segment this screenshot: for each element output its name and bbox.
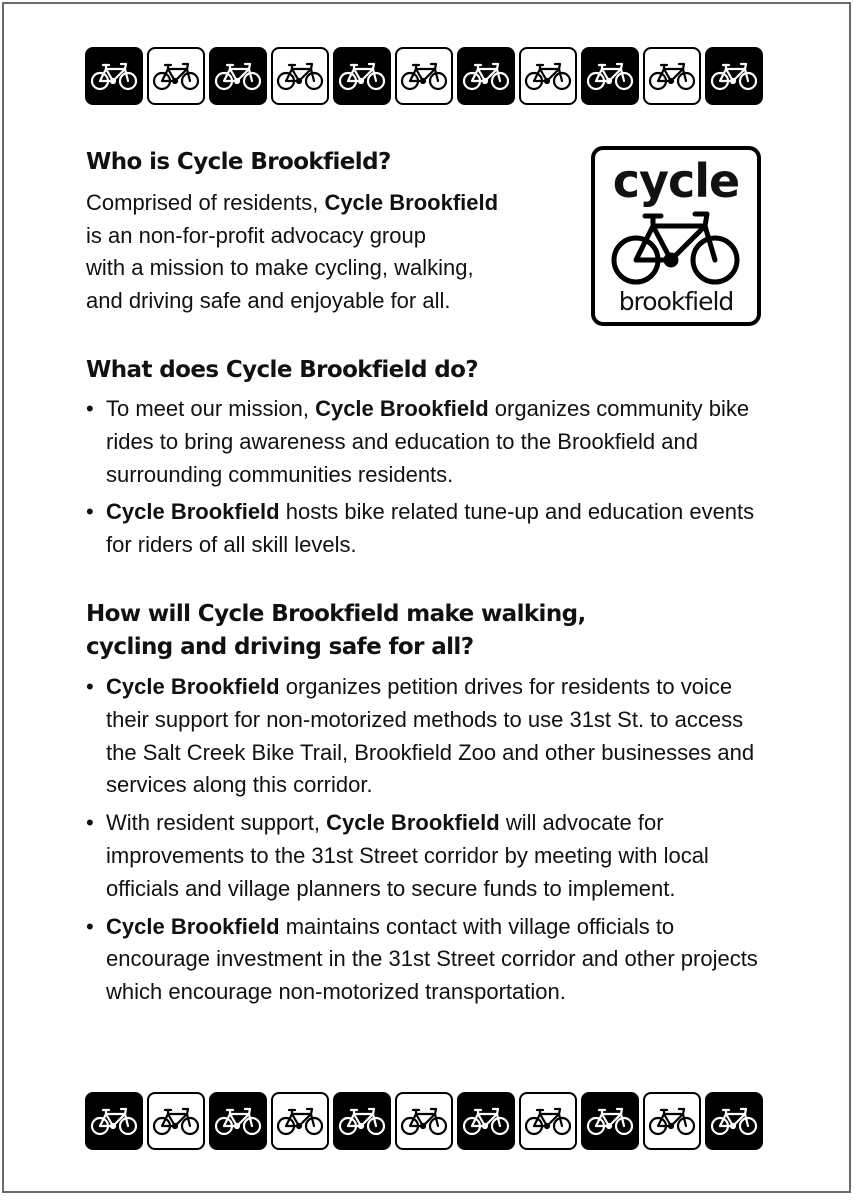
bicycle-icon <box>462 1106 510 1136</box>
bicycle-icon <box>710 1106 758 1136</box>
bullet-dot-icon: • <box>86 674 94 699</box>
paragraph-line <box>86 252 498 285</box>
bicycle-tile-light <box>147 1092 205 1150</box>
bicycle-icon <box>609 208 743 286</box>
body-text: organizes petition drives for residents to voice their support for non-motorized methods to use 31st St. to access the Salt Creek Bike Trail, Brookfield Zoo and other businesses and services along this corridor. <box>106 674 755 798</box>
bicycle-icon <box>462 61 510 91</box>
bicycle-tile-light <box>519 47 577 105</box>
body-text: organizes community bike rides to bring awareness and education to the Brookfield and surrounding communities residents. <box>106 396 750 487</box>
bicycle-tile-light <box>643 1092 701 1150</box>
body-text: To meet our mission, <box>106 396 316 421</box>
bicycle-icon <box>338 1106 386 1136</box>
bicycle-icon <box>586 61 634 91</box>
bicycle-icon <box>152 1106 200 1136</box>
body-text: and driving safe and enjoyable for all. <box>86 287 451 313</box>
bicycle-tile-dark <box>333 1092 391 1150</box>
logo-word-cycle: cycle <box>612 154 740 208</box>
bicycle-tile-dark <box>581 47 639 105</box>
bicycle-icon <box>524 61 572 91</box>
section-heading-how-line2: cycling and driving safe for all? <box>86 634 474 660</box>
bicycle-tile-light <box>395 47 453 105</box>
bicycle-icon <box>276 1106 324 1136</box>
bicycle-icon <box>152 61 200 91</box>
bicycle-icon <box>586 1106 634 1136</box>
bicycle-icon <box>214 61 262 91</box>
bullet-item <box>86 807 776 905</box>
bicycle-tile-light <box>643 47 701 105</box>
bullet-dot-icon: • <box>86 913 94 939</box>
cycle-brookfield-logo <box>591 146 761 326</box>
bicycle-icon <box>214 1106 262 1136</box>
bicycle-tile-dark <box>333 47 391 105</box>
bicycle-icon <box>400 61 448 91</box>
section-heading-how-line1: How will Cycle Brookfield make walking, <box>86 601 586 627</box>
section-who-paragraph <box>86 187 498 317</box>
bullet-dot-icon: • <box>86 396 94 421</box>
bicycle-icon <box>338 61 386 91</box>
body-text: will advocate for improvements to the 31st Street corridor by meeting with local officials and village planners to secure funds to implement. <box>106 810 709 901</box>
org-name-bold: Cycle Brookfield <box>315 396 489 421</box>
bicycle-tile-dark <box>581 1092 639 1150</box>
bicycle-tile-light <box>395 1092 453 1150</box>
body-text: hosts bike related tune-up and education events for riders of all skill levels. <box>106 499 755 558</box>
paragraph-line <box>86 220 498 253</box>
section-what-bullets <box>86 393 776 567</box>
bicycle-tile-dark <box>457 1092 515 1150</box>
bicycle-icon <box>648 61 696 91</box>
body-text: With resident support, <box>106 810 327 836</box>
bicycle-icon <box>710 61 758 91</box>
bullet-dot-icon: • <box>86 499 94 525</box>
section-how-bullets <box>86 671 776 1014</box>
org-name-bold: Cycle Brookfield <box>324 190 499 215</box>
org-name-bold: Cycle Brookfield <box>106 499 280 525</box>
org-name-bold: Cycle Brookfield <box>326 810 500 836</box>
org-name-bold: Cycle Brookfield <box>106 913 280 939</box>
bullet-dot-icon: • <box>86 810 94 836</box>
bicycle-tile-light <box>271 1092 329 1150</box>
bicycle-tile-dark <box>457 47 515 105</box>
body-text: maintains contact with village officials to encourage investment in the 31st Street corridor and other projects which encourage non-motorized transportation. <box>106 913 758 1005</box>
bicycle-icon <box>524 1106 572 1136</box>
section-heading-who: Who is Cycle Brookfield? <box>86 149 391 175</box>
bicycle-tile-dark <box>705 1092 763 1150</box>
paragraph-line <box>86 187 498 220</box>
bullet-item <box>86 393 776 491</box>
logo-word-brookfield: brookfield <box>618 287 734 316</box>
bicycle-icon <box>90 1106 138 1136</box>
bottom-bicycle-strip <box>85 1092 767 1150</box>
bicycle-tile-dark <box>209 1092 267 1150</box>
bicycle-icon <box>276 61 324 91</box>
body-text: with a mission to make cycling, walking, <box>86 255 474 280</box>
bicycle-tile-dark <box>85 1092 143 1150</box>
section-heading-what: What does Cycle Brookfield do? <box>86 357 479 383</box>
bicycle-tile-dark <box>85 47 143 105</box>
body-text: is an non-for-profit advocacy group <box>86 222 426 248</box>
bicycle-icon <box>400 1106 448 1136</box>
bullet-item <box>86 911 776 1009</box>
paragraph-line <box>86 285 498 318</box>
top-bicycle-strip <box>85 47 767 105</box>
bicycle-tile-light <box>271 47 329 105</box>
bicycle-tile-light <box>147 47 205 105</box>
bullet-item <box>86 496 776 562</box>
bicycle-tile-light <box>519 1092 577 1150</box>
bicycle-tile-dark <box>705 47 763 105</box>
bicycle-icon <box>648 1106 696 1136</box>
bicycle-icon <box>90 61 138 91</box>
body-text: Comprised of residents, <box>86 190 325 215</box>
org-name-bold: Cycle Brookfield <box>106 674 280 699</box>
bicycle-tile-dark <box>209 47 267 105</box>
bullet-item <box>86 671 776 802</box>
